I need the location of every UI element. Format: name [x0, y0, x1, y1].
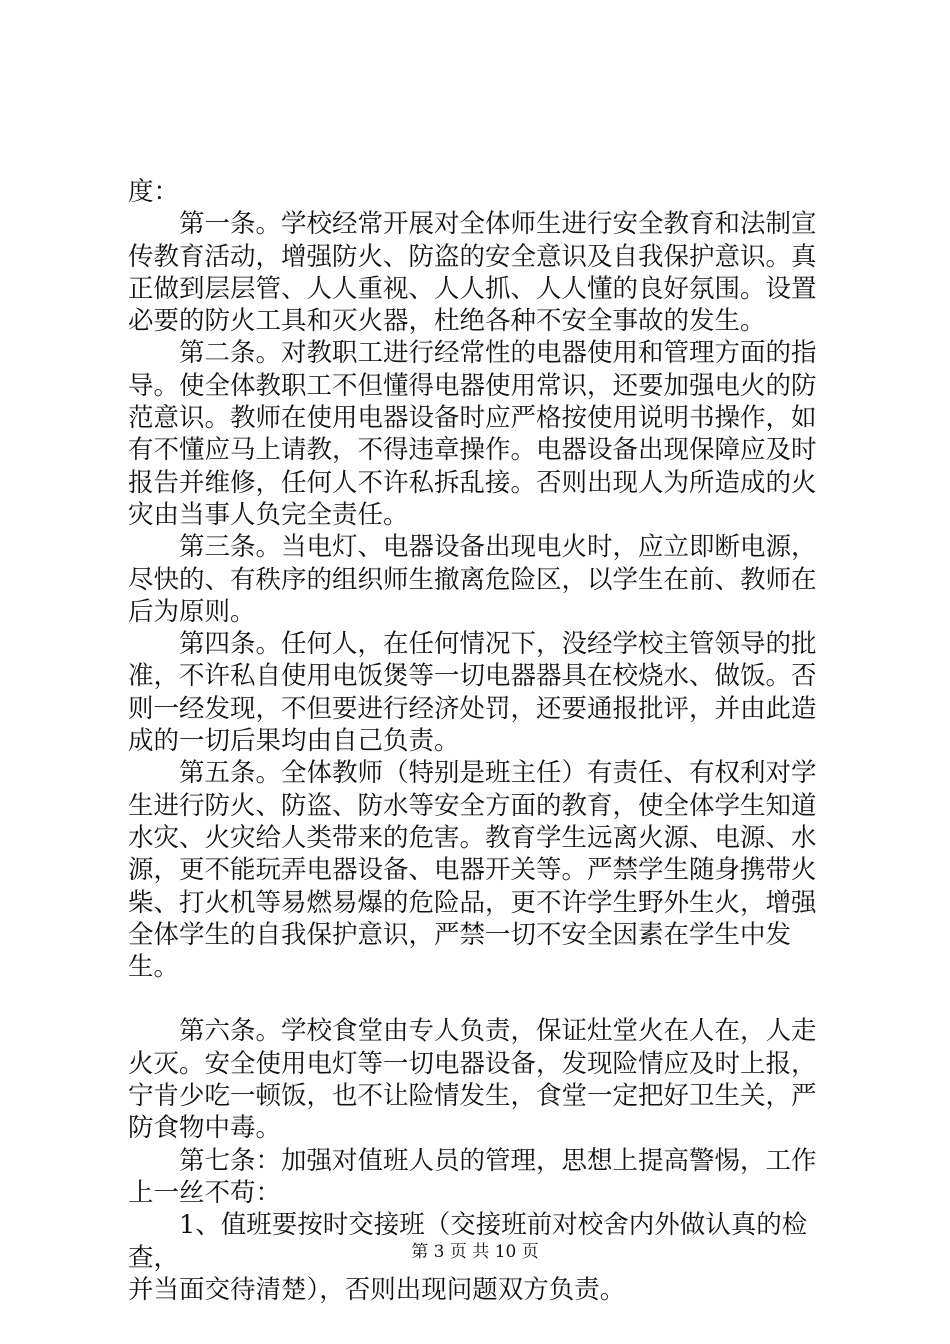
paragraph-article-5: 第五条。全体教师（特别是班主任）有责任、有权利对学 生进行防火、防盗、防水等安全方面的教育，使全体学生知道 水灾、火灾给人类带来的危害。教育学生远离火源、电源、水 源，更不能玩弄电器设备、电器开关等。严禁学生随身携带火 柴、打火机等易燃易爆的危险品，更不许学生野外生火，增强 全体学生的自我保护意识，严禁一切不安全因素在学生中发生。: [128, 758, 817, 983]
paragraph-article-1: 第一条。学校经常开展对全体师生进行安全教育和法制宣 传教育活动，增强防火、防盗的安全意识及自我保护意识。真 正做到层层管、人人重视、人人抓、人人懂的良好氛围。设置 必要的防火工具和灭火器，杜绝各种不安全事故的发生。: [128, 209, 817, 337]
page-number-label: 第 3 页 共 10 页: [411, 1242, 539, 1262]
blank-line: [128, 983, 838, 1015]
paragraph-intro: 度：: [128, 177, 180, 207]
paragraph-article-6: 第六条。学校食堂由专人负责，保证灶堂火在人在，人走 火灭。安全使用电灯等一切电器设备，发现险情应及时上报， 宁肯少吃一顿饭，也不让险情发生，食堂一定把好卫生关，严 防食物中毒。: [128, 1016, 817, 1144]
paragraph-article-7: 第七条：加强对值班人员的管理，思想上提高警惕，工作 上一丝不苟：: [128, 1145, 817, 1208]
paragraph-article-2: 第二条。对教职工进行经常性的电器使用和管理方面的指 导。使全体教职工不但懂得电器使用常识，还要加强电火的防 范意识。教师在使用电器设备时应严格按使用说明书操作，如 有不懂应马上请教，不得违章操作。电器设备出现保障应及时 报告并维修，任何人不许私拆乱接。否则出现人为所造成的火 灾由当事人负完全责任。: [128, 338, 817, 530]
document-body: [128, 176, 838, 1306]
page-footer: [0, 1241, 950, 1263]
paragraph-item-1: 1、值班要按时交接班（交接班前对校舍内外做认真的检查， 并当面交待清楚），否则出现问题双方负责。: [128, 1210, 808, 1305]
paragraph-article-3: 第三条。当电灯、电器设备出现电火时，应立即断电源， 尽快的、有秩序的组织师生撤离危险区，以学生在前、教师在 后为原则。: [128, 532, 817, 627]
paragraph-article-4: 第四条。任何人，在任何情况下，没经学校主管领导的批 准，不许私自使用电饭煲等一切电器器具在校烧水、做饭。否 则一经发现，不但要进行经济处罚，还要通报批评，并由此造 成的一切后果均由自己负责。: [128, 629, 817, 757]
